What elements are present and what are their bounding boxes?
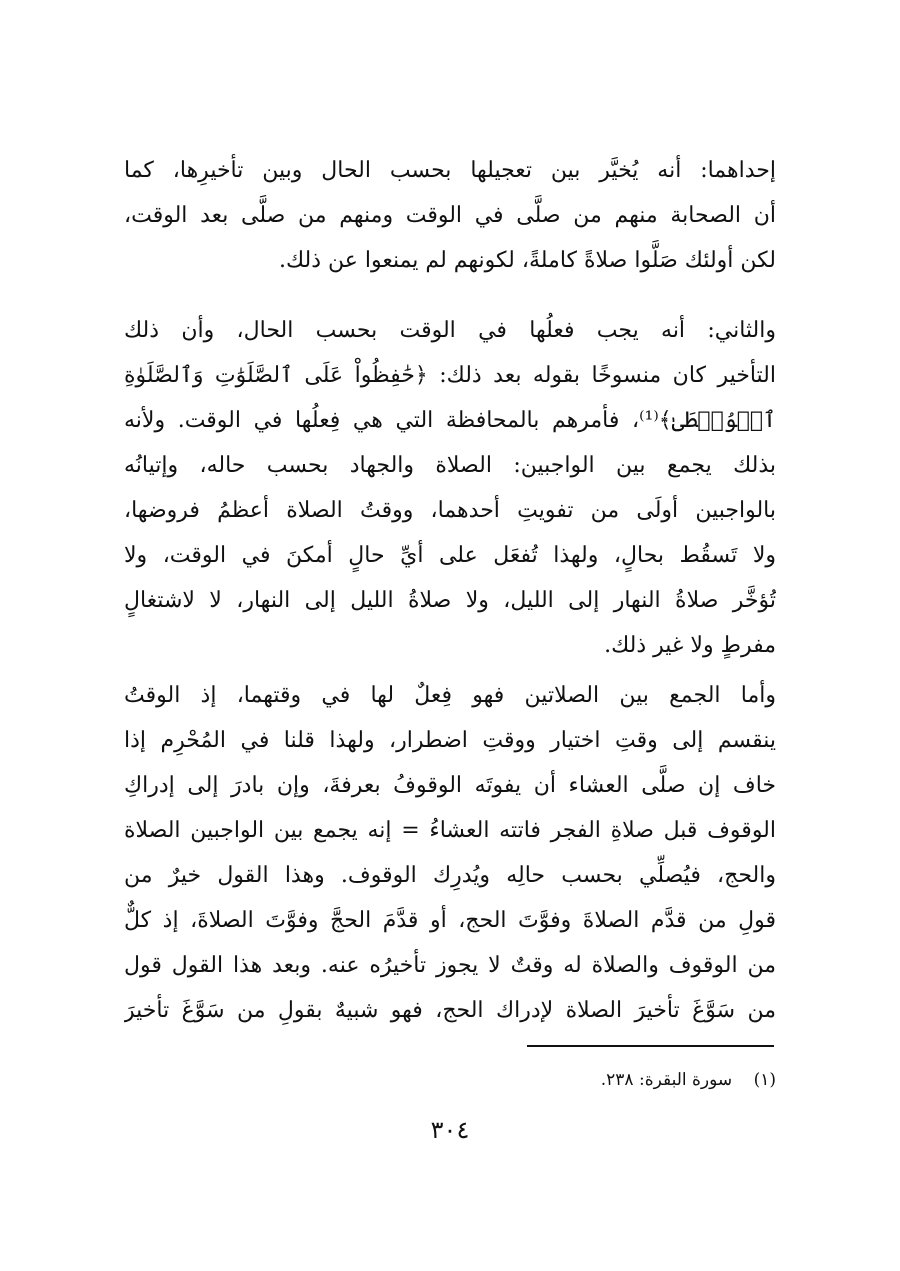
text-line: خاف إن صلَّى العشاء أن يفوتَه الوقوفُ بعرفةَ، وإن بادرَ إلى إدراكِ: [124, 773, 776, 798]
text-line: من سَوَّغَ تأخيرَ الصلاة لإدراك الحج، فهو شبيهٌ بقولِ من سَوَّغَ تأخيرَ: [124, 998, 776, 1023]
text-line: مفرطٍ ولا غير ذلك.: [604, 633, 776, 658]
text-line: الوقوف قبل صلاةِ الفجر فاتته العشاءُ = إنه يجمع بين الواجبين الصلاة: [124, 818, 776, 843]
text-line: قولِ من قدَّم الصلاةَ وفوَّتَ الحج، أو قدَّمَ الحجَّ وفوَّتَ الصلاةَ، إذ كلٌّ: [124, 908, 776, 933]
text-line: والثاني: أنه يجب فعلُها في الوقت بحسب الحال، وأن ذلك: [124, 318, 776, 343]
text-line: إحداهما: أنه يُخيَّر بين تعجيلها بحسب الحال وبين تأخيرِها، كما: [124, 158, 776, 183]
text-line: بالواجبين أولَى من تفويتِ أحدهما، ووقتُ الصلاة أعظمُ فروضها،: [124, 498, 776, 523]
paragraph-combining-prayers: [124, 673, 776, 1033]
text-line: والحج، فيُصلِّي بحسب حالِه ويُدرِك الوقوف. وهذا القول خيرٌ من: [124, 863, 776, 888]
text-line: ولا تَسقُط بحالٍ، ولهذا تُفعَل على أيِّ حالٍ أمكنَ في الوقت، ولا: [124, 543, 776, 568]
text-line: ٱلۡوُسۡطَىٰ﴾⁽¹⁾، فأمرهم بالمحافظة التي هي فِعلُها في الوقت. ولأنه: [124, 408, 776, 433]
text-line: التأخير كان منسوخًا بقوله بعد ذلك: ﴿حَٰفِظُواْ عَلَى ٱلصَّلَوَٰتِ وَٱلصَّلَوٰةِ: [124, 363, 776, 388]
text-line: أن الصحابة منهم من صلَّى في الوقت ومنهم من صلَّى بعد الوقت،: [124, 203, 776, 228]
paragraph-first-opinion: [124, 148, 776, 283]
text-line: بذلك يجمع بين الواجبين: الصلاة والجهاد بحسب حاله، وإتيانُه: [124, 453, 776, 478]
footnote-marker: (١): [753, 1070, 776, 1090]
text-line: تُؤخَّر صلاةُ النهار إلى الليل، ولا صلاةُ الليل إلى النهار، لا لاشتغالٍ: [124, 588, 776, 613]
footnote-divider: [527, 1045, 774, 1047]
text-line: لكن أولئك صَلَّوا صلاةً كاملةً، لكونهم لم يمنعوا عن ذلك.: [278, 248, 776, 273]
text-line: من الوقوف والصلاة له وقتٌ لا يجوز تأخيرُه عنه. وبعد هذا القول قول: [124, 953, 776, 978]
text-line: ينقسم إلى وقتِ اختيار ووقتِ اضطرار، ولهذا قلنا في المُحْرِم إذا: [124, 728, 776, 753]
text-line: وأما الجمع بين الصلاتين فهو فِعلٌ لها في وقتهما، إذ الوقتُ: [124, 683, 776, 708]
footnote-text: سورة البقرة: ٢٣٨.: [600, 1070, 733, 1090]
page-number: ٣٠٤: [430, 1116, 470, 1144]
paragraph-second-opinion: [124, 308, 776, 668]
footnote: [450, 1065, 776, 1095]
